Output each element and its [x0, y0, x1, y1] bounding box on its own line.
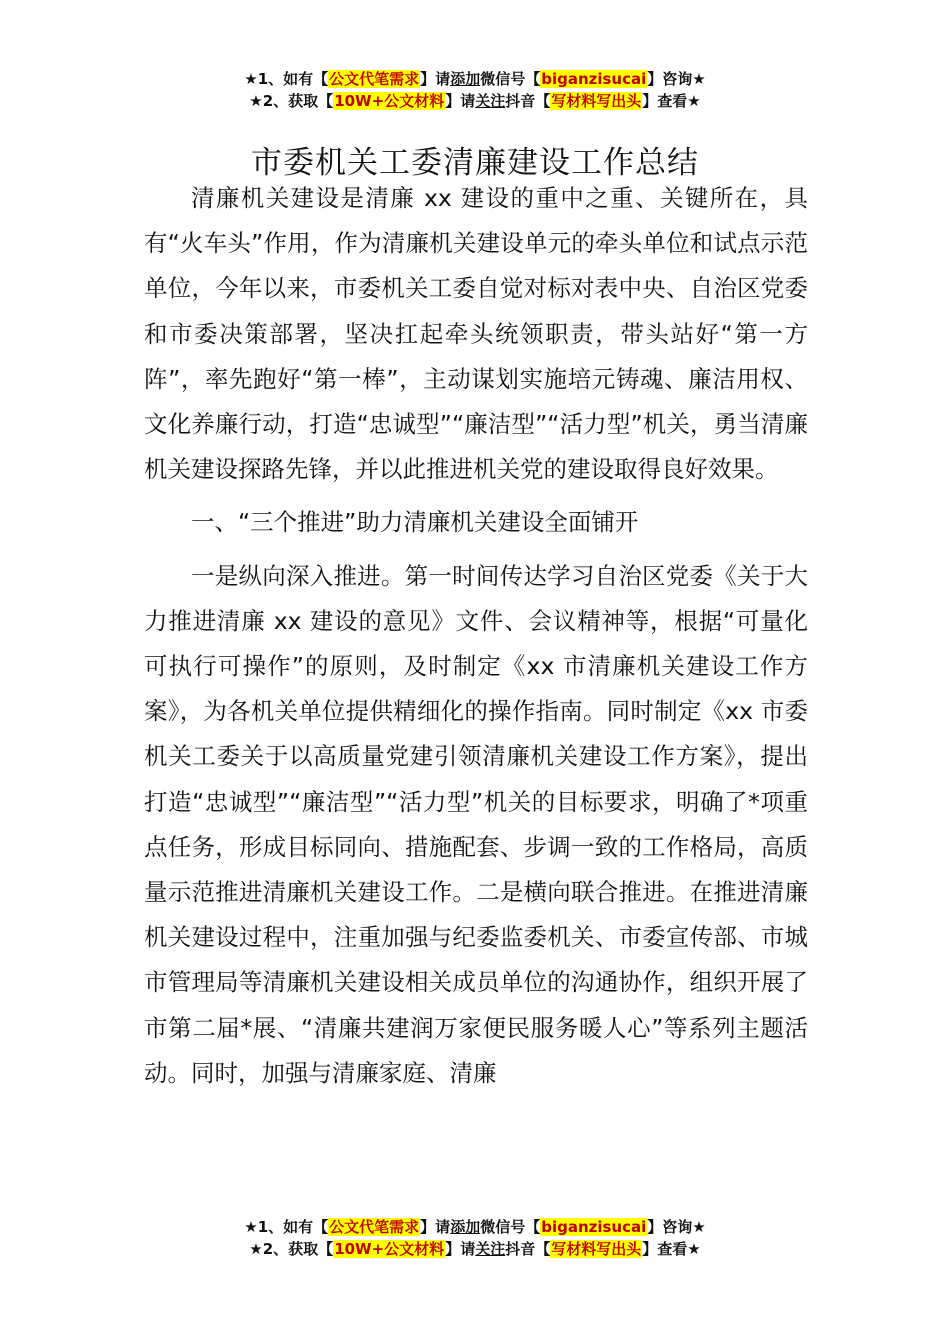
ad-highlight-wechat-id: biganzisucai	[541, 1218, 647, 1236]
paragraph-intro: 清廉机关建设是清廉 xx 建设的重中之重、关键所在，具有“火车头”作用，作为清廉机关建设单元的牵头单位和试点示范单位，今年以来，市委机关工委自觉对标对表中央、自治区党委和市委决策部署，坚决扛起牵头统领职责，带头站好“第一方阵”，率先跑好“第一棒”，主动谋划实施培元铸魂、廉洁用权、文化养廉行动，打造“忠诚型”“廉洁型”“活力型”机关，勇当清廉机关建设探路先锋，并以此推进机关党的建设取得良好效果。	[144, 184, 808, 484]
document-title: 市委机关工委清廉建设工作总结	[251, 144, 699, 181]
header-ad-banner	[0, 68, 950, 112]
ad-line-1: ★1、如有【公文代笔需求】请添加微信号【biganzisucai】咨询★	[244, 1218, 706, 1236]
ad-highlight-service: 公文代笔需求	[329, 1218, 420, 1236]
ad-highlight-materials: 10W+公文材料	[334, 92, 445, 110]
ad-line-1: ★1、如有【公文代笔需求】请添加微信号【biganzisucai】咨询★	[244, 70, 706, 88]
paragraph-section-1: 一是纵向深入推进。第一时间传达学习自治区党委《关于大力推进清廉 xx 建设的意见》文件、会议精神等，根据“可量化可执行可操作”的原则，及时制定《xx 市清廉机关建设工作方案》，为各机关单位提供精细化的操作指南。同时制定《xx 市委机关工委关于以高质量党建引领清廉机关建设工作方案》，提出打造“忠诚型”“廉洁型”“活力型”机关的目标要求，明确了*项重点任务，形成目标同向、措施配套、步调一致的工作格局，高质量示范推进清廉机关建设工作。二是横向联合推进。在推进清廉机关建设过程中，注重加强与纪委监委机关、市委宣传部、市城市管理局等清廉机关建设相关成员单位的沟通协作，组织开展了市第二届*展、“清廉共建润万家便民服务暖人心”等系列主题活动。同时，加强与清廉家庭、清廉	[144, 561, 808, 1087]
ad-highlight-wechat-id: biganzisucai	[541, 70, 647, 88]
ad-highlight-materials: 10W+公文材料	[334, 1240, 445, 1258]
ad-highlight-douyin: 写材料写出头	[551, 92, 642, 110]
section-heading-1: 一、“三个推进”助力清廉机关建设全面铺开	[191, 508, 639, 537]
document-body	[144, 176, 808, 1096]
footer-ad-banner	[0, 1216, 950, 1260]
ad-highlight-douyin: 写材料写出头	[551, 1240, 642, 1258]
ad-line-2: ★2、获取【10W+公文材料】请关注抖音【写材料写出头】查看★	[249, 92, 701, 110]
ad-line-2: ★2、获取【10W+公文材料】请关注抖音【写材料写出头】查看★	[249, 1240, 701, 1258]
ad-highlight-service: 公文代笔需求	[329, 70, 420, 88]
